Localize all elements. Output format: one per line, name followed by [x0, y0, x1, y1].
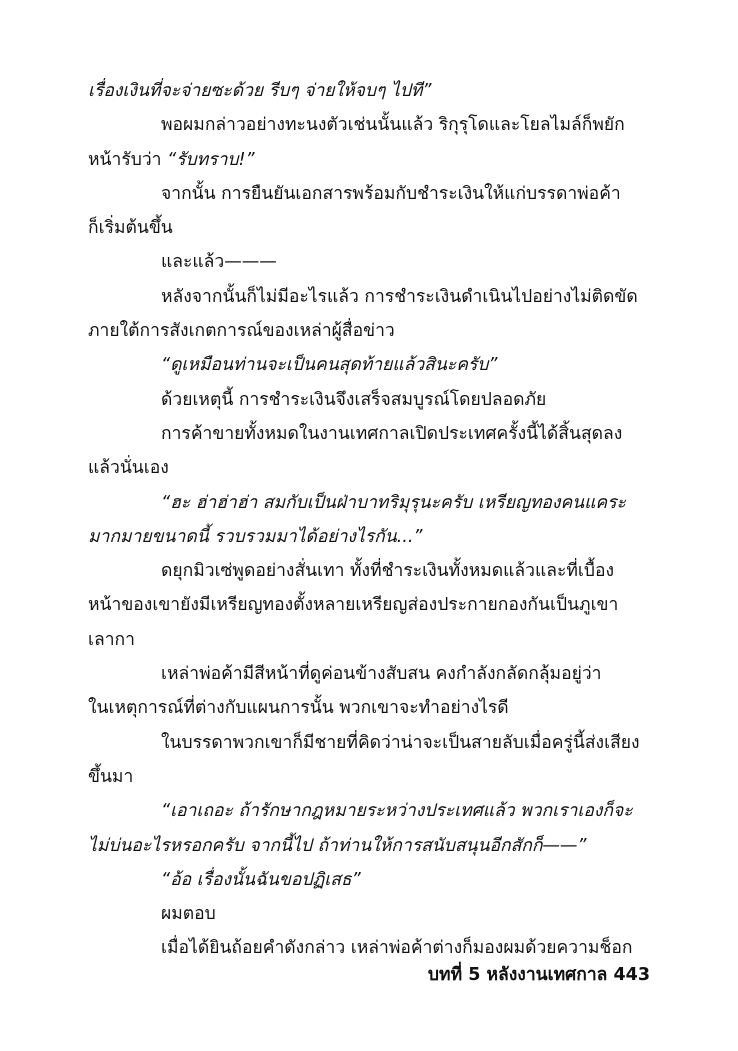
- text-line-content: ขึ้นมา: [88, 766, 134, 787]
- text-line-content: ไม่บ่นอะไรหรอกครับ จากนี้ไป ถ้าท่านให้การสนับสนุนอีกสักก็——”: [88, 835, 587, 856]
- text-line-content: เลากา: [88, 629, 135, 650]
- text-line: [88, 897, 651, 931]
- text-line: [88, 314, 651, 348]
- text-line-content: “เอาเถอะ ถ้ารักษากฎหมายระหว่างประเทศแล้ว พวกเราเองก็จะ: [161, 801, 633, 822]
- text-line: [88, 657, 651, 691]
- text-line: [88, 623, 651, 657]
- text-line: [88, 726, 651, 760]
- body-text: [88, 74, 651, 966]
- text-line-content: ผมตอบ: [161, 904, 216, 925]
- text-line-content: หน้ารับว่า: [88, 149, 168, 170]
- text-line: [88, 588, 651, 622]
- page-footer: บทที่ 5 หลังงานเทศกาล 443: [427, 965, 650, 985]
- text-line: [88, 829, 651, 863]
- text-line: [88, 143, 651, 177]
- text-line: [88, 211, 651, 245]
- text-line-content: การค้าขายทั้งหมดในงานเทศกาลเปิดประเทศครั้งนี้ได้สิ้นสุดลง: [161, 423, 623, 444]
- text-line-content: พอผมกล่าวอย่างทะนงตัวเช่นนั้นแล้ว ริกุรุโดและโยลไมล์ก็พยัก: [161, 115, 625, 136]
- text-line-content: จากนั้น การยืนยันเอกสารพร้อมกับชำระเงินให้แก่บรรดาพ่อค้า: [161, 183, 621, 204]
- text-line-content: ดยุกมิวเซ่พูดอย่างสั่นเทา ทั้งที่ชำระเงินทั้งหมดแล้วและที่เบื้อง: [161, 561, 615, 582]
- text-line-content: “ดูเหมือนท่านจะเป็นคนสุดท้ายแล้วสินะครับ”: [161, 355, 498, 376]
- text-line: [88, 74, 651, 108]
- text-line-content: หน้าของเขายังมีเหรียญทองตั้งหลายเหรียญส่องประกายกองกันเป็นภูเขา: [88, 595, 619, 616]
- text-line: [88, 863, 651, 897]
- text-line: [88, 245, 651, 279]
- text-line-content: เหล่าพ่อค้ามีสีหน้าที่ดูค่อนข้างสับสน คงกำลังกลัดกลุ้มอยู่ว่า: [161, 664, 602, 685]
- text-line-content: และแล้ว———: [161, 252, 277, 273]
- text-line-content: เรื่องเงินที่จะจ่ายซะด้วย รีบๆ จ่ายให้จบๆ ไปที”: [88, 81, 432, 101]
- text-line: [88, 383, 651, 417]
- text-line: [88, 794, 651, 828]
- text-line: [88, 520, 651, 554]
- text-line: [88, 177, 651, 211]
- text-line: [88, 760, 651, 794]
- text-line-content: ในเหตุการณ์ที่ต่างกับแผนการนั้น พวกเขาจะทำอย่างไรดี: [88, 698, 509, 719]
- text-line-content: ภายใต้การสังเกตการณ์ของเหล่าผู้สื่อข่าว: [88, 321, 395, 342]
- text-line-content: ด้วยเหตุนี้ การชำระเงินจึงเสร็จสมบูรณ์โดยปลอดภัย: [161, 389, 547, 410]
- text-line-content: “อ้อ เรื่องนั้นฉันขอปฏิเสธ”: [161, 869, 361, 890]
- text-line-content: ก็เริ่มต้นขึ้น: [88, 218, 173, 239]
- text-line-content: แล้วนั่นเอง: [88, 458, 169, 479]
- text-line: [88, 348, 651, 382]
- text-line-content: มากมายขนาดนี้ รวบรวมมาได้อย่างไรกัน...”: [88, 526, 423, 547]
- text-line: [88, 554, 651, 588]
- text-line: [88, 280, 651, 314]
- text-line: [88, 108, 651, 142]
- text-line-content: ในบรรดาพวกเขาก็มีชายที่คิดว่าน่าจะเป็นสายลับเมื่อครู่นี้ส่งเสียง: [161, 732, 640, 753]
- text-line: [88, 691, 651, 725]
- text-line: [88, 417, 651, 451]
- text-line: [88, 486, 651, 520]
- text-line-content: “ฮะ ฮ่าฮ่าฮ่า สมกับเป็นฝ่าบาทริมุรุนะครับ เหรียญทองคนแคระ: [161, 492, 626, 513]
- text-line-content: หลังจากนั้นก็ไม่มีอะไรแล้ว การชำระเงินดำเนินไปอย่างไม่ติดขัด: [161, 286, 638, 307]
- quoted-reply: “รับทราบ!”: [167, 149, 255, 170]
- text-line-content: เมื่อได้ยินถ้อยคำดังกล่าว เหล่าพ่อค้าต่างก็มองผมด้วยความช็อก: [161, 938, 633, 959]
- text-line: [88, 451, 651, 485]
